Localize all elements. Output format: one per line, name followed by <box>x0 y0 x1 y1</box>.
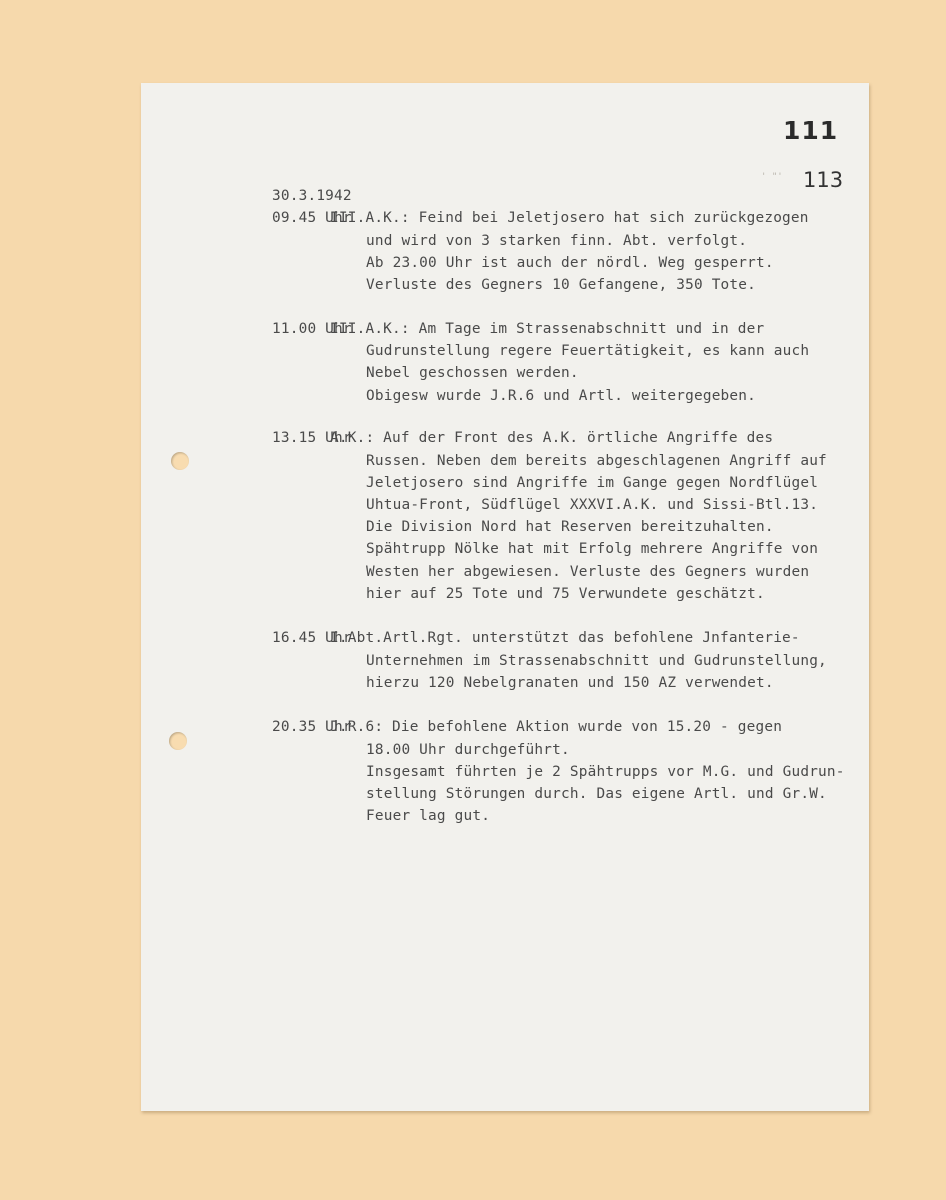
punch-hole-bottom <box>169 732 187 750</box>
entry-time: 16.45 Uhr <box>272 630 352 646</box>
entry-line: Jeletjosero sind Angriffe im Gange gegen Nordflügel <box>366 475 819 491</box>
entry-line: Westen her abgewiesen. Verluste des Gegners wurden <box>366 564 810 580</box>
entry-line: Insgesamt führten je 2 Spähtrupps vor M.G. und Gudrun- <box>366 764 845 780</box>
entry-line: Die Division Nord hat Reserven bereitzuhalten. <box>366 519 774 535</box>
entry-line: hierzu 120 Nebelgranaten und 150 AZ verwendet. <box>366 675 774 691</box>
entry-line: Uhtua-Front, Südflügel XXXVI.A.K. und Sissi-Btl.13. <box>366 497 819 513</box>
entry-line: III.A.K.: Feind bei Jeletjosero hat sich zurückgezogen <box>330 210 809 226</box>
entry-line: Gudrunstellung regere Feuertätigkeit, es kann auch <box>366 343 810 359</box>
entry-line: hier auf 25 Tote und 75 Verwundete geschätzt. <box>366 586 765 602</box>
entry-line: J.R.6: Die befohlene Aktion wurde von 15.20 - gegen <box>330 719 783 735</box>
entry-date: 30.3.1942 <box>272 188 352 204</box>
entry-line: und wird von 3 starken finn. Abt. verfolgt. <box>366 233 748 249</box>
entry-line: Obigesw wurde J.R.6 und Artl. weitergegeben. <box>366 388 757 404</box>
entry-line: Feuer lag gut. <box>366 808 491 824</box>
entry-time: 09.45 Uhr <box>272 210 352 226</box>
entry-line: A.K.: Auf der Front des A.K. örtliche Angriffe des <box>330 430 774 446</box>
page-number-stamp: 111 <box>783 116 839 145</box>
faint-mark: ' "' <box>761 172 783 182</box>
entry-line: Unternehmen im Strassenabschnitt und Gudrunstellung, <box>366 653 827 669</box>
entry-time: 11.00 Uhr <box>272 321 352 337</box>
punch-hole-top <box>171 452 189 470</box>
entry-line: I.Abt.Artl.Rgt. unterstützt das befohlene Jnfanterie- <box>330 630 800 646</box>
entry-line: Spähtrupp Nölke hat mit Erfolg mehrere Angriffe von <box>366 541 819 557</box>
entry-line: 18.00 Uhr durchgeführt. <box>366 742 570 758</box>
entry-line: stellung Störungen durch. Das eigene Artl. und Gr.W. <box>366 786 827 802</box>
entry-time: 20.35 Uhr <box>272 719 352 735</box>
entry-line: Ab 23.00 Uhr ist auch der nördl. Weg gesperrt. <box>366 255 774 271</box>
entry-line: Nebel geschossen werden. <box>366 365 579 381</box>
entry-time: 13.15 Uhr <box>272 430 352 446</box>
entry-line: Russen. Neben dem bereits abgeschlagenen Angriff auf <box>366 453 827 469</box>
page-number-secondary: 113 <box>803 168 844 192</box>
entry-line: III.A.K.: Am Tage im Strassenabschnitt und in der <box>330 321 765 337</box>
entry-line: Verluste des Gegners 10 Gefangene, 350 Tote. <box>366 277 757 293</box>
